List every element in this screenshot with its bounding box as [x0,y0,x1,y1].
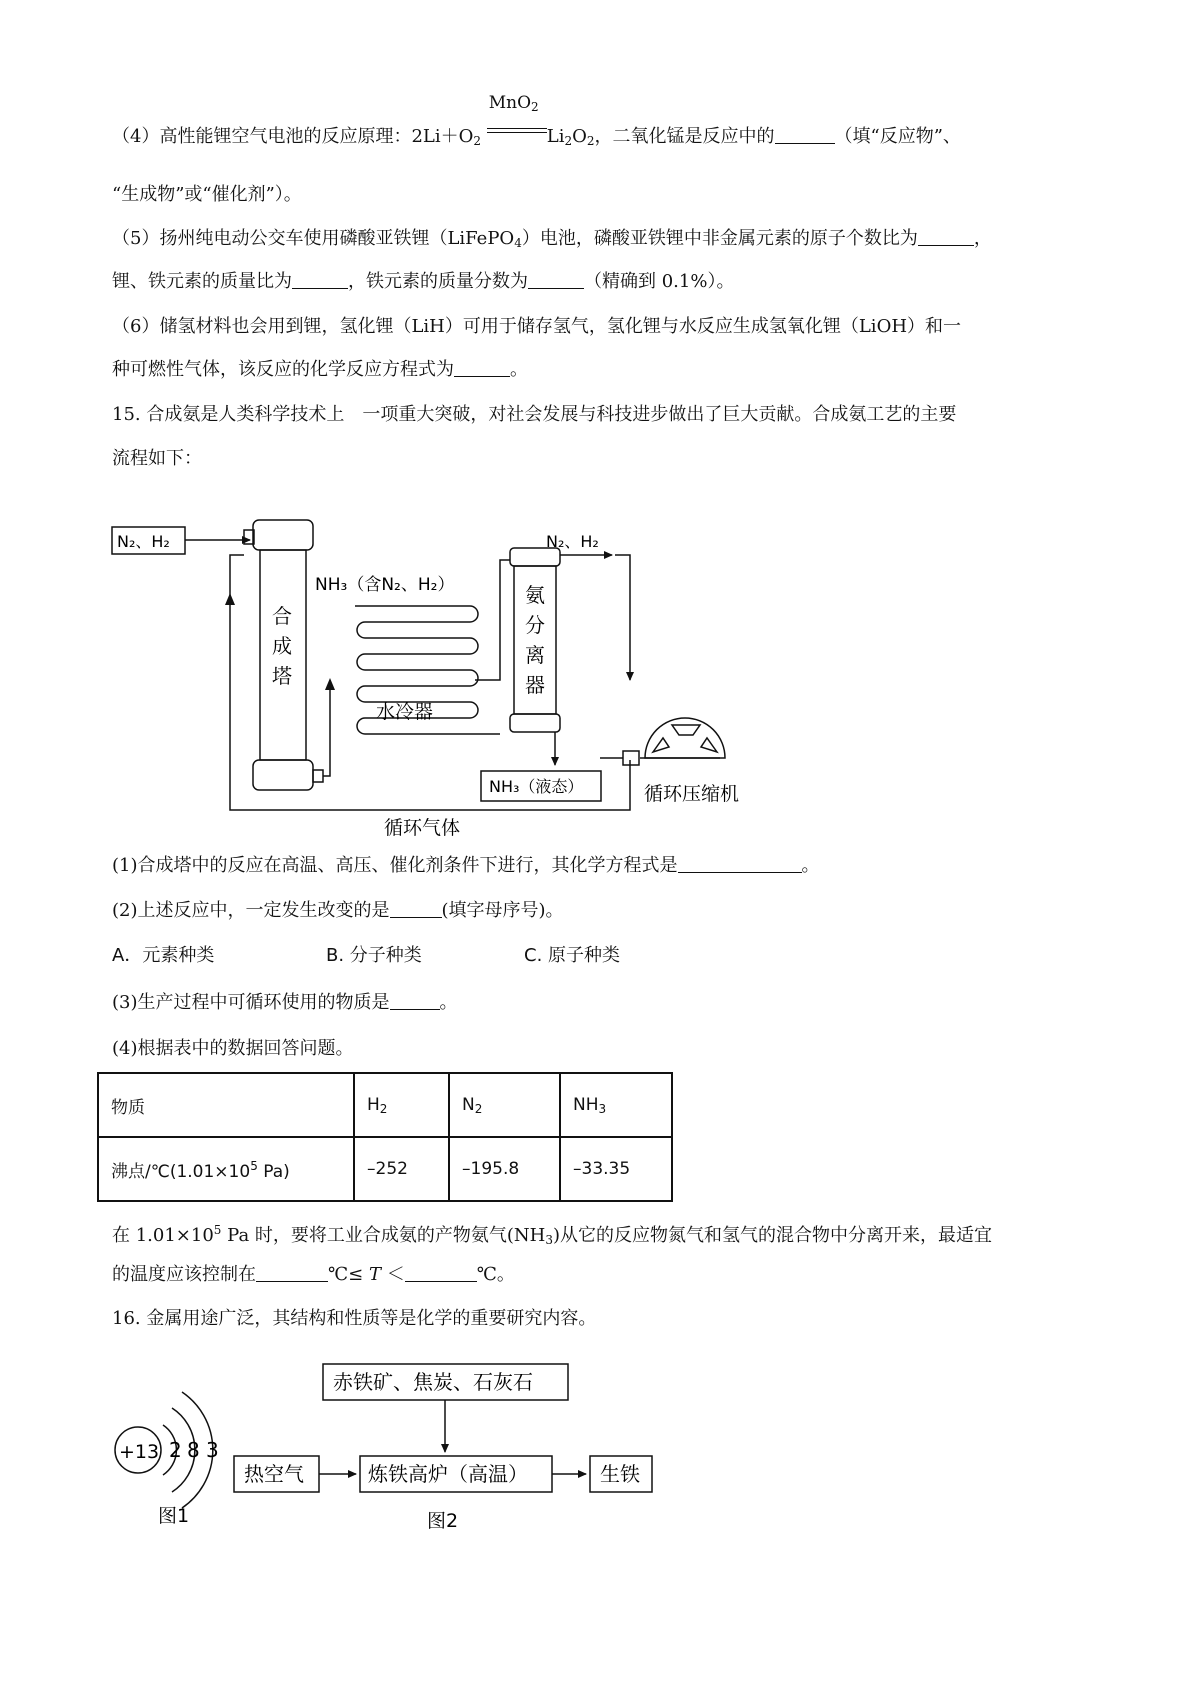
recycle-gas-label: 循环气体 [384,817,461,839]
q15-intro-line1: 15. 合成氨是人类科学技术上 一项重大突破，对社会发展与科技进步做出了巨大贡献。合成氨工艺的主要 [112,404,957,425]
q15-after-line2: 的温度应该控制在 ℃≤ T ＜ ℃。 [112,1264,515,1285]
table-cell: 沸点$/℃(1.01\times 10^5$ Pa) [98,1137,354,1201]
q14-p4-line1: （4）高性能锂空气电池的反应原理：$2Li+O_2$ MnO$_2$ $Li_2O_2$，二氧化锰是反应中的 （填“反应物”、 [112,93,961,148]
liquid-ammonia-label: NH₃（液态） [489,777,584,796]
tower-char-1: 合 [272,604,292,628]
q15-q1: (1)合成塔中的反应在高温、高压、催化剂条件下进行，其化学方程式是 。 [112,855,820,876]
nucleus-charge: +13 [119,1441,160,1463]
equation-left: $2Li+O_2$ [411,126,482,148]
top-out-label: N₂、H₂ [546,532,599,551]
q14-p6-line2: 种可燃性气体，该反应的化学反应方程式为 。 [112,359,528,380]
table-cell: –33.35 [560,1137,672,1201]
q15-q3: (3)生产过程中可循环使用的物质是 。 [112,992,458,1013]
feed-label: N₂、H₂ [117,532,170,551]
table-cell: –195.8 [449,1137,560,1201]
q16-intro: 16. 金属用途广泛，其结构和性质等是化学的重要研究内容。 [112,1308,597,1329]
q14-p4-line2: “生成物”或“催化剂”）。 [112,184,302,205]
compressor-label: 循环压缩机 [644,783,740,805]
table-cell: 物质 [98,1073,354,1137]
sep-char-3: 离 [525,643,545,667]
q15-intro-line2: 流程如下： [112,448,202,469]
tower-char-3: 塔 [272,664,292,688]
hot-air-label: 热空气 [244,1462,304,1486]
q15-after-line1: 在 $1.01\times 10^5$ Pa 时，要将工业合成氨的产物氨气$(NH_3)$从它的反应物氮气和氢气的混合物中分离开来，最适宜 [112,1223,993,1247]
q14-p6-line1: （6）储氢材料也会用到锂，氢化锂（LiH）可用于储存氢气，氢化锂与水反应生成氢氧化锂（LiOH）和一 [112,316,962,337]
table-cell: $N_2$ [449,1073,560,1137]
tower-char-2: 成 [272,634,292,658]
q15-q4: (4)根据表中的数据回答问题。 [112,1038,354,1059]
shell-2: 8 [187,1438,200,1462]
table-cell: –252 [354,1137,449,1201]
pig-iron-label: 生铁 [600,1462,640,1486]
catalyst-equals-sign: MnO$_2$ [487,118,547,144]
cooler-label: 水冷器 [376,701,434,723]
sep-char-2: 分 [525,613,545,637]
q15-option-a[interactable]: A．元素种类 [112,945,215,966]
q15-q2: (2)上述反应中，一定发生改变的是 (填字母序号)。 [112,900,564,921]
blast-furnace-label: 炼铁高炉（高温） [368,1462,528,1486]
nh3-mix-label: NH₃（含N₂、H₂） [315,575,455,595]
shell-3: 3 [206,1438,219,1462]
q14-p5-line2: 锂、铁元素的质量比为 ，铁元素的质量分数为 （精确到 0.1%）。 [112,271,735,292]
q14-p5-line1: （5）扬州纯电动公交车使用磷酸亚铁锂（LiFePO$_4$）电池，磷酸亚铁锂中非金属元素的原子个数比为 ， [112,228,992,250]
table-cell: $NH_3$ [560,1073,672,1137]
raw-materials-label: 赤铁矿、焦炭、石灰石 [333,1370,533,1394]
fig2-caption: 图2 [427,1510,459,1532]
fig1-caption: 图1 [158,1505,190,1527]
table-cell: $H_2$ [354,1073,449,1137]
equation-right: $Li_2O_2$ [546,126,595,148]
sep-char-4: 器 [525,673,545,697]
q15-option-c[interactable]: C. 原子种类 [524,945,621,966]
shell-1: 2 [169,1438,182,1462]
sep-char-1: 氨 [525,583,545,607]
q15-option-b[interactable]: B. 分子种类 [326,945,422,966]
